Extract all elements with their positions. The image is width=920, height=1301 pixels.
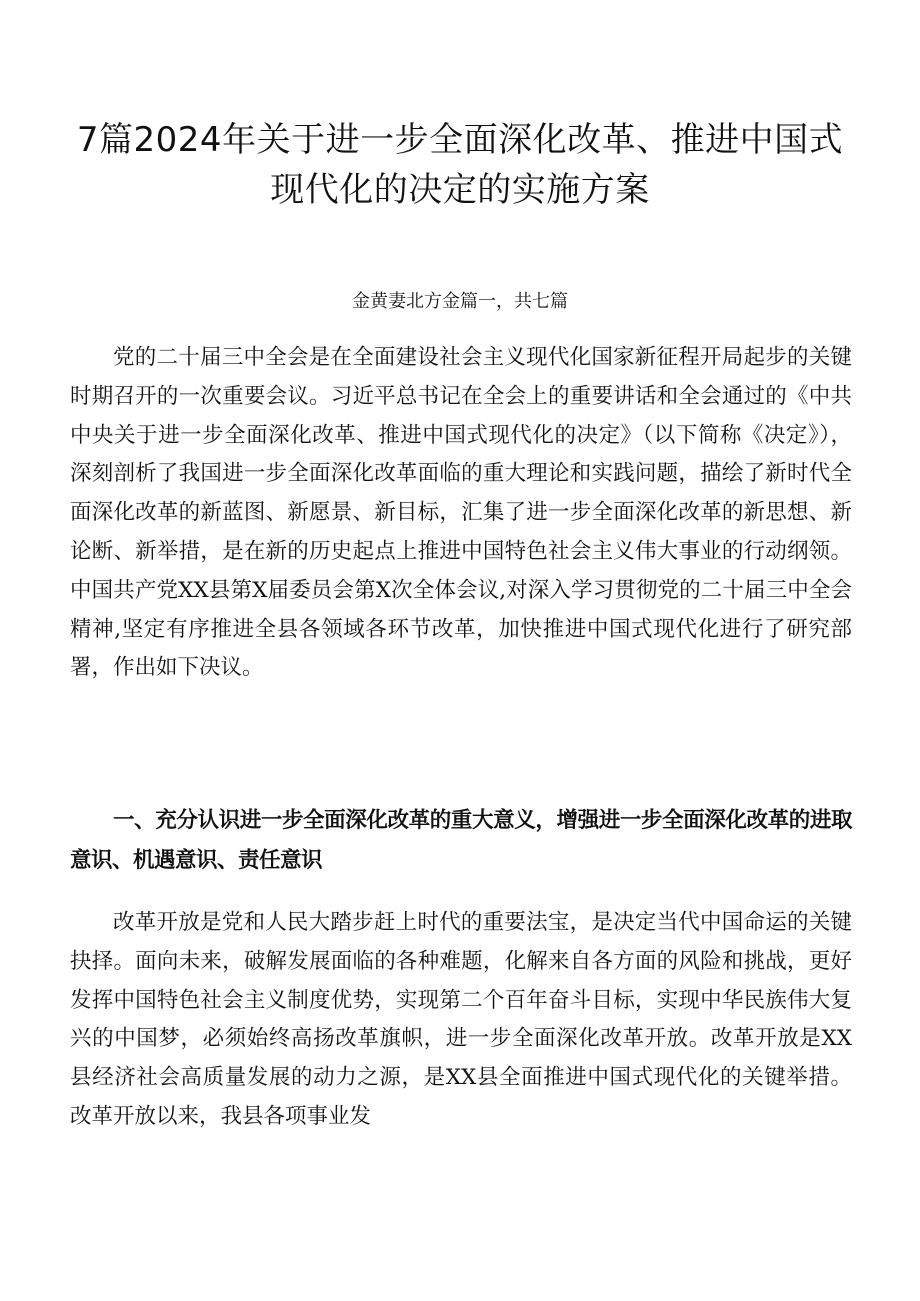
document-title-line-1: 7篇2024年关于进一步全面深化改革、推进中国式	[76, 120, 844, 160]
document-title-line-2: 现代化的决定的实施方案	[270, 170, 650, 210]
document-title	[70, 115, 850, 215]
section-heading-1: 一、充分认识进一步全面深化改革的重大意义，增强进一步全面深化改革的进取意识、机遇意识、责任意识	[70, 808, 852, 873]
paragraph-intro: 党的二十届三中全会是在全面建设社会主义现代化国家新征程开局起步的关键时期召开的一次重要会议。习近平总书记在全会上的重要讲话和全会通过的《中共中央关于进一步全面深化改革、推进中国式现代化的决定》（以下简称《决定》），深刻剖析了我国进一步全面深化改革面临的重大理论和实践问题，描绘了新时代全面深化改革的新蓝图、新愿景、新目标，汇集了进一步全面深化改革的新思想、新论断、新举措，是在新的历史起点上推进中国特色社会主义伟大事业的行动纲领。中国共产党XX县第X届委员会第X次全体会议,对深入学习贯彻党的二十届三中全会精神,坚定有序推进全县各领域各环节改革，加快推进中国式现代化进行了研究部署，作出如下决议。	[70, 345, 852, 681]
paragraph-section-1: 改革开放是党和人民大踏步赶上时代的重要法宝，是决定当代中国命运的关键抉择。面向未来，破解发展面临的各种难题，化解来自各方面的风险和挑战，更好发挥中国特色社会主义制度优势，实现第二个百年奋斗目标，实现中华民族伟大复兴的中国梦，必须始终高扬改革旗帜，进一步全面深化改革开放。改革开放是XX县经济社会高质量发展的动力之源，是XX县全面推进中国式现代化的关键举措。改革开放以来，我县各项事业发	[70, 910, 852, 1129]
document-subtitle: 金黄妻北方金篇一，共七篇	[352, 291, 568, 312]
